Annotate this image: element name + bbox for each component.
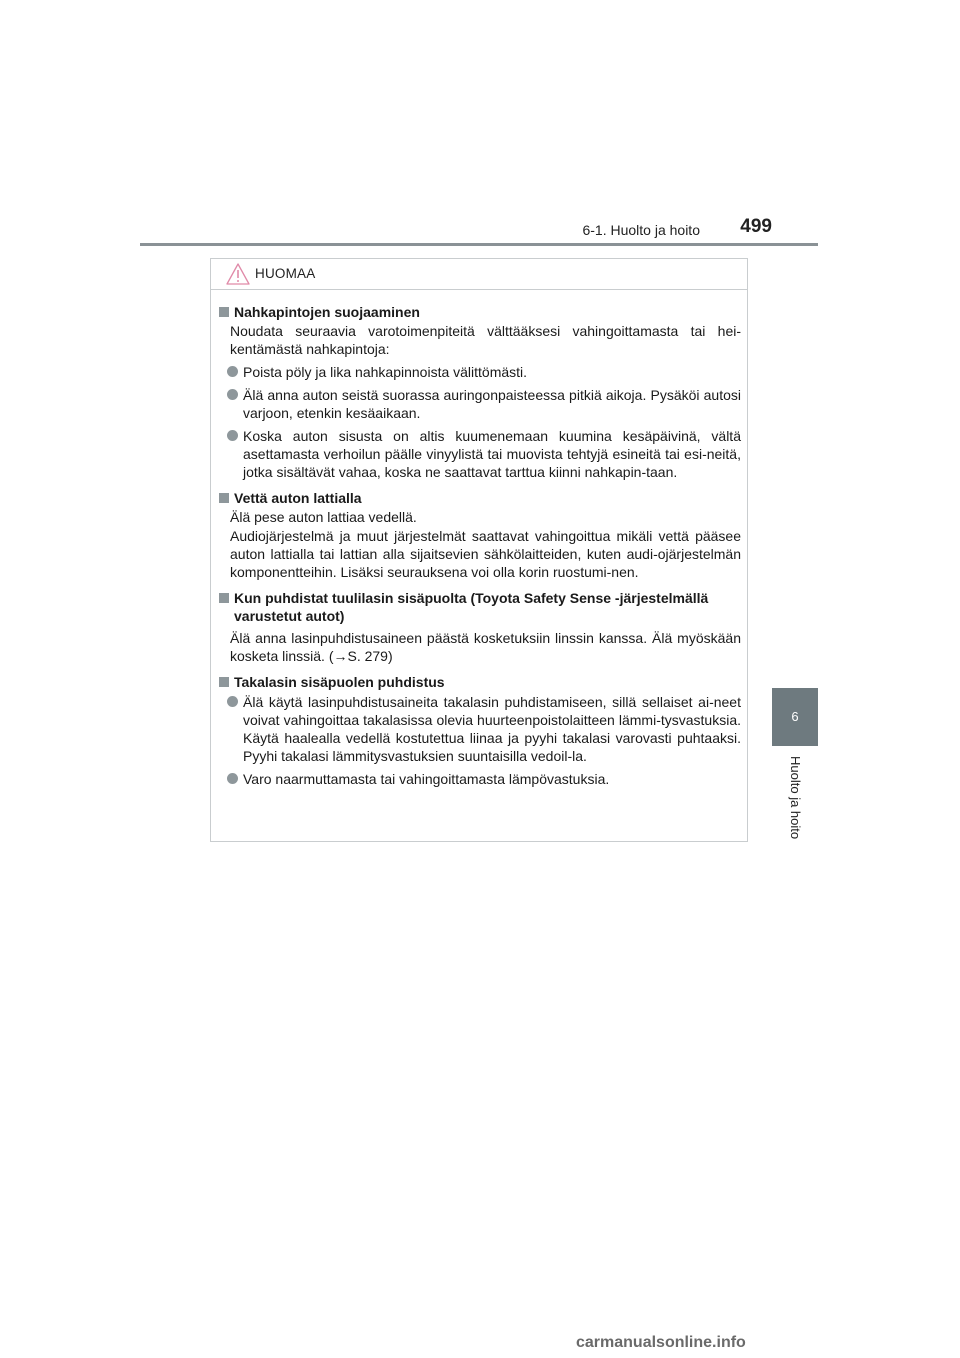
square-bullet-icon: [219, 307, 229, 317]
section-heading: Takalasin sisäpuolen puhdistus: [219, 673, 741, 691]
bullet-item: Älä anna auton seistä suorassa auringonpaisteessa pitkiä aikoja. Pysäköi autosi varjoon, etenkin kesäaikaan.: [219, 386, 741, 422]
paragraph: Älä pese auton lattiaa vedellä.: [230, 509, 417, 525]
page-number: 499: [740, 216, 772, 237]
header-rule: [140, 243, 818, 246]
paragraph: Noudata seuraavia varotoimenpiteitä välttääksesi vahingoittamasta tai hei-kentämästä nahkapintoja:: [230, 323, 741, 357]
square-bullet-icon: [219, 677, 229, 687]
section-title: 6-1. Huolto ja hoito: [582, 222, 700, 238]
round-bullet-icon: [227, 773, 238, 784]
notice-title: HUOMAA: [255, 266, 316, 281]
section-heading: Kun puhdistat tuulilasin sisäpuolta (Toyota Safety Sense -järjestelmällä varustetut autot): [219, 589, 741, 625]
bullet-item: Älä käytä lasinpuhdistusaineita takalasin puhdistamiseen, sillä sellaiset ai-neet voivat vahingoittaa takalasissa olevia huurteenpoistolaitteen lämmi-tysvastuksia. Käytä haalealla vedellä kostutettua liinaa ja pyyhi takalasi varovasti puhtaaksi. Pyyhi takalasi lämmitysvastuksien suuntaisilla vedoil-la.: [219, 693, 741, 765]
page-header: [140, 214, 818, 246]
notice-header: [211, 259, 747, 290]
bullet-item: Koska auton sisusta on altis kuumenemaan kuumina kesäpäivinä, vältä asettamasta verhoilun päälle vinyylistä tai muovista tehtyjä esineitä tai esi-neitä, jotka sisältävät vahaa, koska ne saattavat tarttua kiinni nahkapin-taan.: [219, 427, 741, 481]
section-heading: Vettä auton lattialla: [219, 489, 741, 507]
paragraph: Älä anna lasinpuhdistusaineen päästä kosketuksiin linssin kanssa. Älä myöskään kosketa linssiä. (→S. 279): [230, 630, 741, 664]
square-bullet-icon: [219, 493, 229, 503]
notice-box: [210, 258, 748, 842]
chapter-number: 6: [791, 709, 799, 724]
round-bullet-icon: [227, 430, 238, 441]
round-bullet-icon: [227, 366, 238, 377]
warning-triangle-icon: [225, 262, 251, 286]
section-heading: Nahkapintojen suojaaminen: [219, 303, 741, 321]
round-bullet-icon: [227, 696, 238, 707]
round-bullet-icon: [227, 389, 238, 400]
chapter-tab: [772, 688, 818, 746]
square-bullet-icon: [219, 593, 229, 603]
watermark: carmanualsonline.info: [576, 1334, 746, 1351]
paragraph: Audiojärjestelmä ja muut järjestelmät saattavat vahingoittua mikäli vettä pääsee auton lattialla tai lattian alla sijaitsevien sähkölaitteiden, kuten audi-ojärjestelmän komponentteihin. Lisäksi seurauksena voi olla korin ruostumi-nen.: [230, 528, 741, 580]
bullet-item: Poista pöly ja lika nahkapinnoista välittömästi.: [219, 363, 741, 381]
bullet-item: Varo naarmuttamasta tai vahingoittamasta lämpövastuksia.: [219, 770, 741, 788]
chapter-label: Huolto ja hoito: [788, 756, 803, 840]
notice-body: [211, 290, 747, 788]
